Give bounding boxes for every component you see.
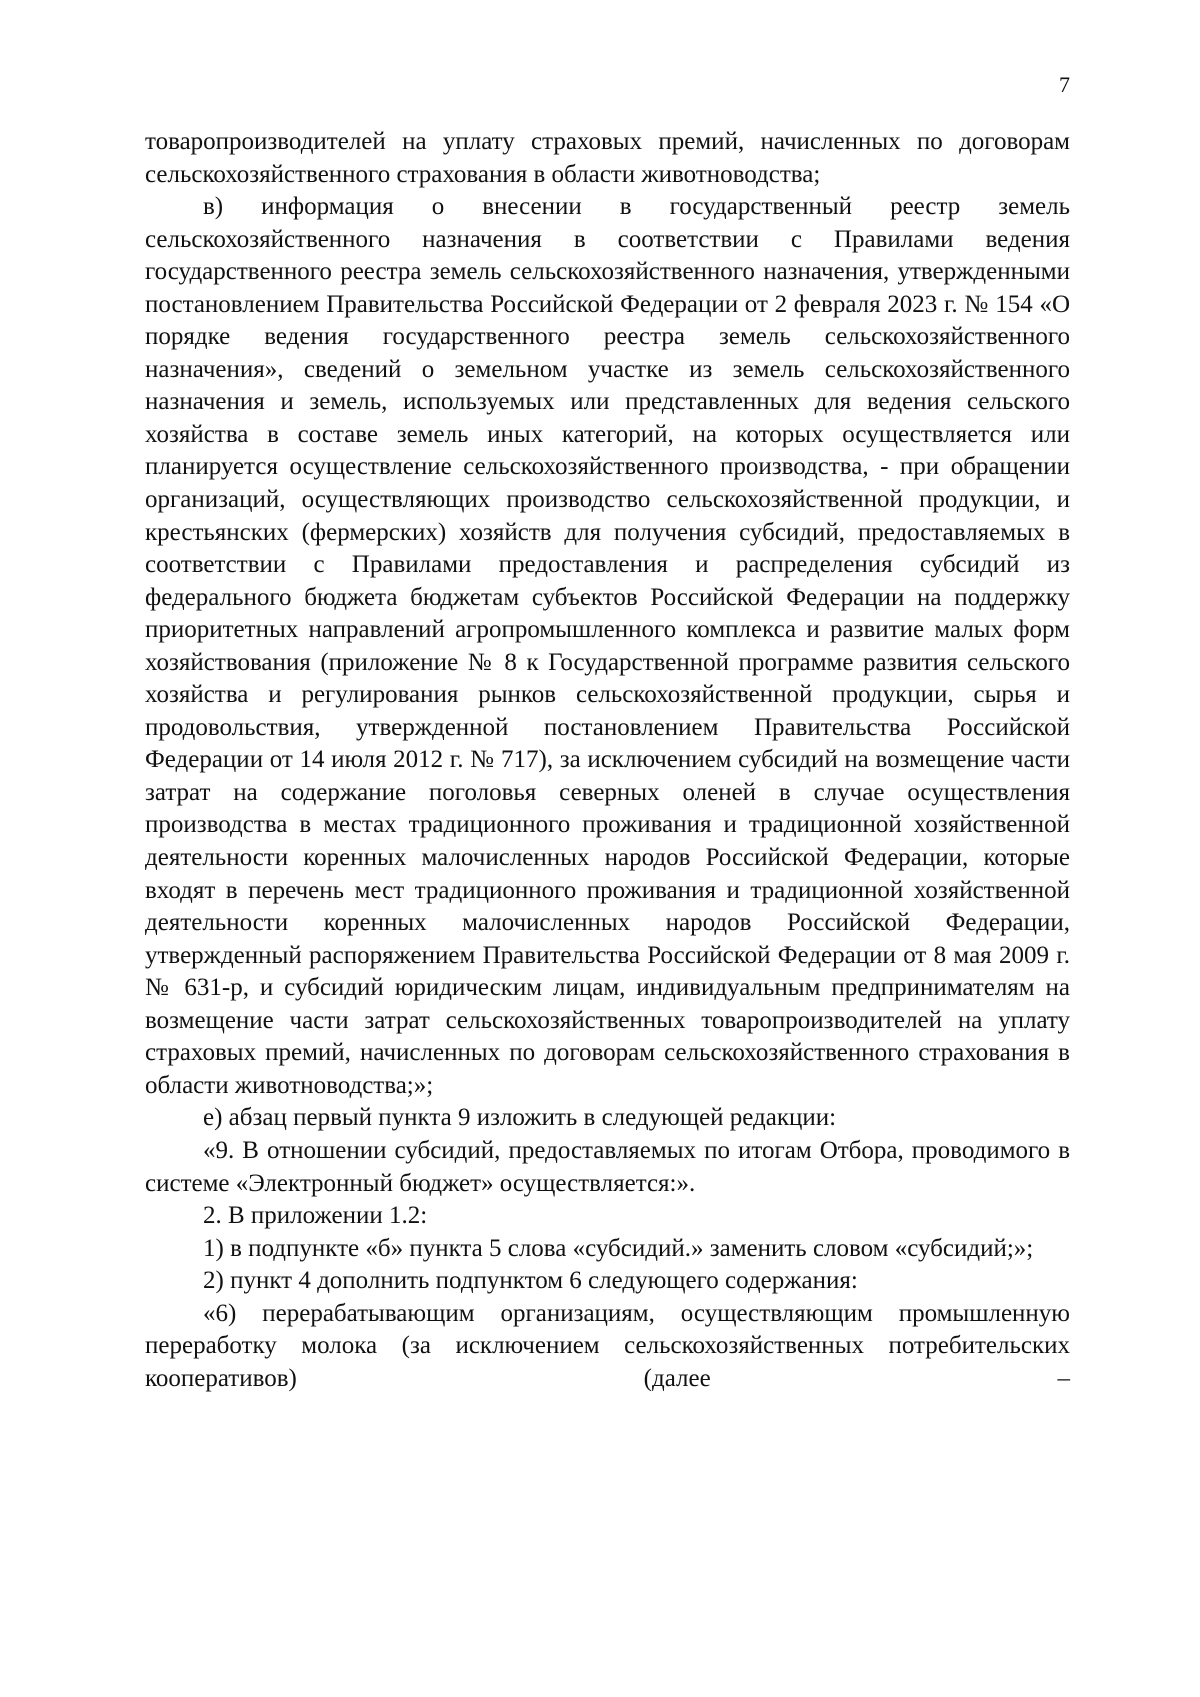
document-body <box>145 126 1070 1395</box>
paragraph-subitem-6: «6) перерабатывающим организациям, осуществляющим промышленную переработку молока (за исключением сельскохозяйственных потребительских кооперативов) (далее – <box>145 1299 1070 1392</box>
paragraph-item-e: е) абзац первый пункта 9 изложить в следующей редакции: <box>203 1104 837 1132</box>
page-number: 7 <box>1059 72 1070 97</box>
paragraph-item-9: «9. В отношении субсидий, предоставляемых по итогам Отбора, проводимого в системе «Электронный бюджет» осуществляется:». <box>145 1136 1070 1197</box>
paragraph-item-v: в) информация о внесении в государственный реестр земель сельскохозяйственного назначения в соответствии с Правилами ведения государственного реестра земель сельскохозяйственного назначения, утвержденными постановлением Правительства Российской Федерации от 2 февраля 2023 г. № 154 «О порядке ведения государственного реестра земель сельскохозяйственного назначения», сведений о земельном участке из земель сельскохозяйственного назначения и земель, используемых или представленных для ведения сельского хозяйства в составе земель иных категорий, на которых осуществляется или планируется осуществление сельскохозяйственного производства, - при обращении организаций, осуществляющих производство сельскохозяйственной продукции, и крестьянских (фермерских) хозяйств для получения субсидий, предоставляемых в соответствии с Правилами предоставления и распределения субсидий из федерального бюджета бюджетам субъектов Российской Федерации на поддержку приоритетных направлений агропромышленного комплекса и развитие малых форм хозяйствования (приложение № 8 к Государственной программе развития сельского хозяйства и регулирования рынков сельскохозяйственной продукции, сырья и продовольствия, утвержденной постановлением Правительства Российской Федерации от 14 июля 2012 г. № 717), за исключением субсидий на возмещение части затрат на содержание поголовья северных оленей в случае осуществления производства в местах традиционного проживания и традиционной хозяйственной деятельности коренных малочисленных народов Российской Федерации, которые входят в перечень мест традиционного проживания и традиционной хозяйственной деятельности коренных малочисленных народов Российской Федерации, утвержденный распоряжением Правительства Российской Федерации от 8 мая 2009 г. № 631-р, и субсидий юридическим лицам, индивидуальным предпринимателям на возмещение части затрат сельскохозяйственных товаропроизводителей на уплату страховых премий, начисленных по договорам сельскохозяйственного страхования в области животноводства;»; <box>145 193 1070 1099</box>
paragraph-subitem-2: 2) пункт 4 дополнить подпунктом 6 следующего содержания: <box>203 1267 858 1295</box>
paragraph-section-2: 2. В приложении 1.2: <box>203 1202 428 1230</box>
paragraph-continuation: товаропроизводителей на уплату страховых премий, начисленных по договорам сельскохозяйственного страхования в области животноводства; <box>145 128 1070 188</box>
paragraph-subitem-1: 1) в подпункте «б» пункта 5 слова «субсидий.» заменить словом «субсидий;»; <box>203 1234 1034 1262</box>
